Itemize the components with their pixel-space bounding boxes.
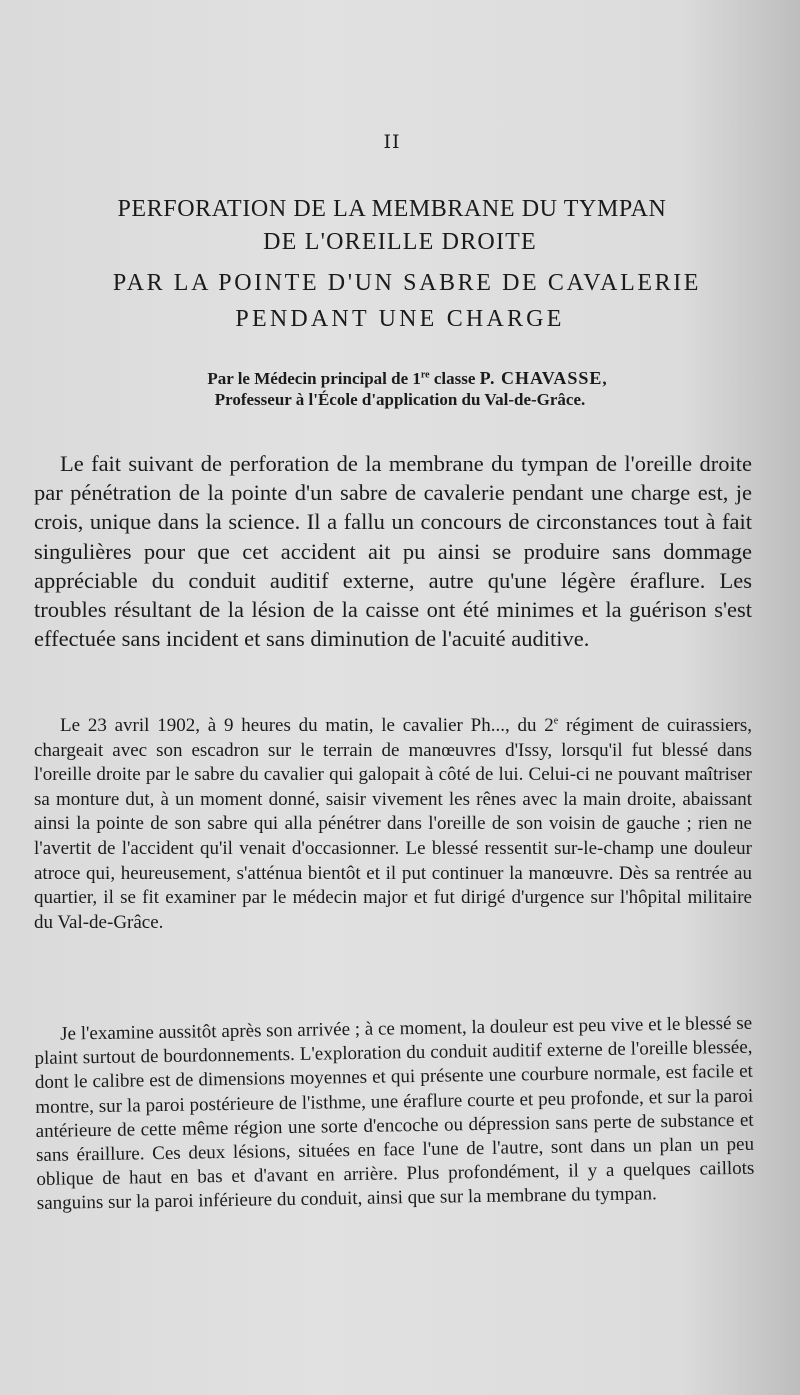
paragraph-examination: Je l'examine aussitôt après son arrivée ; à ce moment, la douleur est peu vive et le blessé se plaint surtout de bourdonnements. L'exploration du conduit auditif externe de l'oreille blessée, dont le calibre est de dimensions moyennes et qui présente une courbure normale, est facile et montre, sur la paroi postérieure de l'isthme, une éraflure courte et peu profonde, et sur la paroi antérieure de cette même région une sorte d'encoche ou dépression sans perte de substance et sans éraillure. Ces deux lésions, situées en face l'une de l'autre, sont dans un plan un peu oblique de haut en bas et d'avant en arrière. Plus profondément, il y a quelques caillots sanguins sur la paroi inférieure du conduit, ainsi que sur la membrane du tympan. (34, 1012, 755, 1215)
byline-line-1 (0, 368, 800, 389)
p2-text-before: Le 23 avril 1902, à 9 heures du matin, le cavalier Ph..., du 2 (60, 715, 554, 736)
paragraph-intro: Le fait suivant de perforation de la membrane du tympan de l'oreille droite par pénétration de la pointe d'un sabre de cavalerie pendant une charge est, je crois, unique dans la science. Il a fallu un concours de circonstances tout à fait singulières pour que cet accident ait pu ainsi se produire sans dommage appréciable du conduit auditif externe, autre qu'une légère éraflure. Les troubles résultant de la lésion de la caisse ont été minimes et la guérison s'est effectuée sans incident et sans diminution de l'acuité auditive. (34, 451, 752, 652)
author-name: P. CHAVASSE (479, 368, 603, 388)
title-line-2: DE L'OREILLE DROITE (263, 229, 537, 255)
p2-text-after: régiment de cuirassiers, chargeait avec son escadron sur le terrain de manœuvres d'Issy, lorsqu'il fut blessé dans l'oreille droite par le sabre du cavalier qui galopait à côté de lui. Celui-ci ne pouvant maîtriser sa monture dut, à un moment donné, saisir vivement les rênes avec la main droite, abaissant ainsi la pointe de son sabre qui alla pénétrer dans l'oreille de son voisin de gauche ; rien ne l'avertit de l'accident qu'il venait d'occasionner. Le blessé ressentit sur-le-champ une douleur atroce qui, heureusement, s'atténua bientôt et il put continuer la manœuvre. Dès sa rentrée au quartier, il se fit examiner par le médecin major et fut dirigé d'urgence sur l'hôpital militaire du Val-de-Grâce. (34, 715, 753, 933)
p2-ordinal-sup: e (553, 715, 559, 727)
byline-ordinal-sup: re (420, 369, 430, 381)
title-line-4: PENDANT UNE CHARGE (235, 306, 565, 332)
byline-line-2: Professeur à l'École d'application du Val-de-Grâce. (214, 390, 586, 409)
title-line-1: PERFORATION DE LA MEMBRANE DU TYMPAN (117, 196, 667, 222)
paragraph-case-history (34, 714, 752, 935)
section-number: II (383, 131, 401, 153)
byline-suffix: , (602, 369, 607, 388)
title-line-3: PAR LA POINTE D'UN SABRE DE CAVALERIE (112, 270, 702, 296)
byline-prefix: Par le Médecin principal de 1 (207, 369, 421, 388)
byline-middle: classe (429, 369, 480, 388)
